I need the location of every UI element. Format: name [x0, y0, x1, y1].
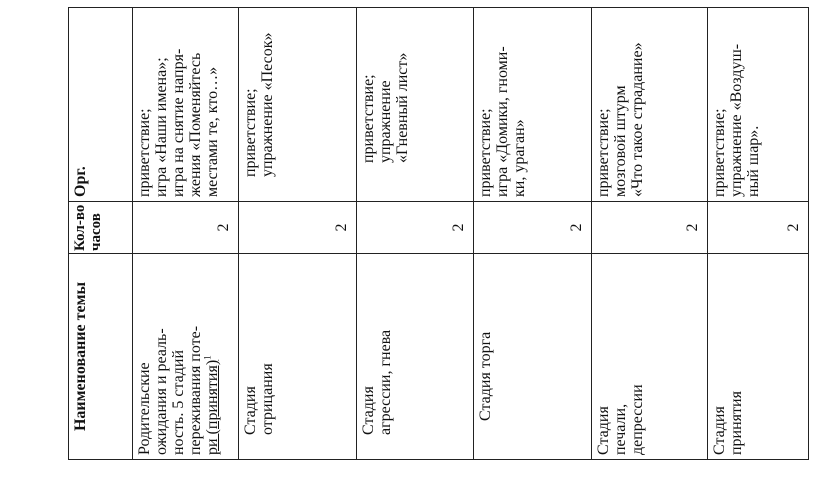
- org-line: местами те, кто…»: [204, 66, 221, 197]
- table-row: [133, 8, 239, 460]
- name-line: депрессии: [629, 384, 646, 455]
- name-line: печали,: [612, 403, 629, 455]
- cell-name: [357, 254, 474, 460]
- org-line: упражнение «Песок»: [259, 32, 276, 177]
- cell-name: [592, 254, 708, 460]
- cell-hours: 2: [592, 202, 708, 254]
- cell-name: [239, 254, 357, 460]
- program-table: [68, 7, 809, 460]
- org-line: игра «Наши имена»;: [153, 57, 170, 197]
- name-line: Стадия: [595, 406, 612, 455]
- name-line: агрессии, гнева: [377, 329, 394, 435]
- name-underlined: ри (принятия): [204, 359, 221, 455]
- cell-hours: 2: [239, 202, 357, 254]
- org-line: упражнение: [377, 80, 394, 163]
- name-line: ожидания и реаль-: [153, 328, 170, 455]
- name-line: Родительские: [136, 362, 153, 455]
- org-line: игра «Домики, гноми-: [494, 46, 511, 197]
- org-line: приветствие;: [595, 108, 612, 197]
- org-line: приветствие;: [477, 108, 494, 197]
- cell-org: [239, 8, 357, 202]
- org-line: «Гневный лист»: [394, 52, 411, 163]
- name-line: ность. 5 стадий: [170, 349, 187, 455]
- org-line: приветствие;: [360, 74, 377, 163]
- table-row: [592, 8, 708, 460]
- cell-hours: 2: [708, 202, 809, 254]
- cell-org: [474, 8, 592, 202]
- cell-name: [474, 254, 592, 460]
- cell-hours: 2: [133, 202, 239, 254]
- cell-name: [708, 254, 809, 460]
- org-line: мозговой штурм: [612, 85, 629, 197]
- name-line: принятия: [728, 391, 745, 455]
- name-line: Стадия: [242, 386, 259, 435]
- cell-name: [133, 254, 239, 460]
- org-line: приветствие;: [242, 88, 259, 177]
- org-line: «Что такое страдание»: [629, 42, 646, 197]
- cell-org: [708, 8, 809, 202]
- name-line-last: [204, 258, 221, 455]
- org-line: упражнение «Воздуш-: [728, 43, 745, 197]
- footnote-marker: 1: [202, 355, 213, 360]
- cell-org: [357, 8, 474, 202]
- table-row: [474, 8, 592, 460]
- org-line: игра на снятие напря-: [170, 48, 187, 197]
- org-line: ный шар».: [745, 125, 762, 197]
- rotated-table-container: [68, 8, 808, 460]
- cell-org: [133, 8, 239, 202]
- table-row: [357, 8, 474, 460]
- org-line: жения «Поменяйтесь: [187, 52, 204, 197]
- name-line: переживания поте-: [187, 325, 204, 455]
- org-line: приветствие;: [136, 108, 153, 197]
- org-line: приветствие;: [711, 108, 728, 197]
- name-line: Стадия: [360, 386, 377, 435]
- table-row: [239, 8, 357, 460]
- org-line: ки, ураган»: [511, 119, 528, 197]
- cell-hours: 2: [474, 202, 592, 254]
- header-name: Наименование темы: [69, 254, 133, 460]
- name-line: Стадия: [711, 406, 728, 455]
- cell-org: [592, 8, 708, 202]
- cell-hours: 2: [357, 202, 474, 254]
- header-hours: Кол-во часов: [69, 202, 133, 254]
- header-org: Орг.: [69, 8, 133, 202]
- name-line: отрицания: [259, 363, 276, 435]
- table-header-row: [69, 8, 133, 460]
- table-row: [708, 8, 809, 460]
- name-line: Стадия торга: [477, 331, 494, 421]
